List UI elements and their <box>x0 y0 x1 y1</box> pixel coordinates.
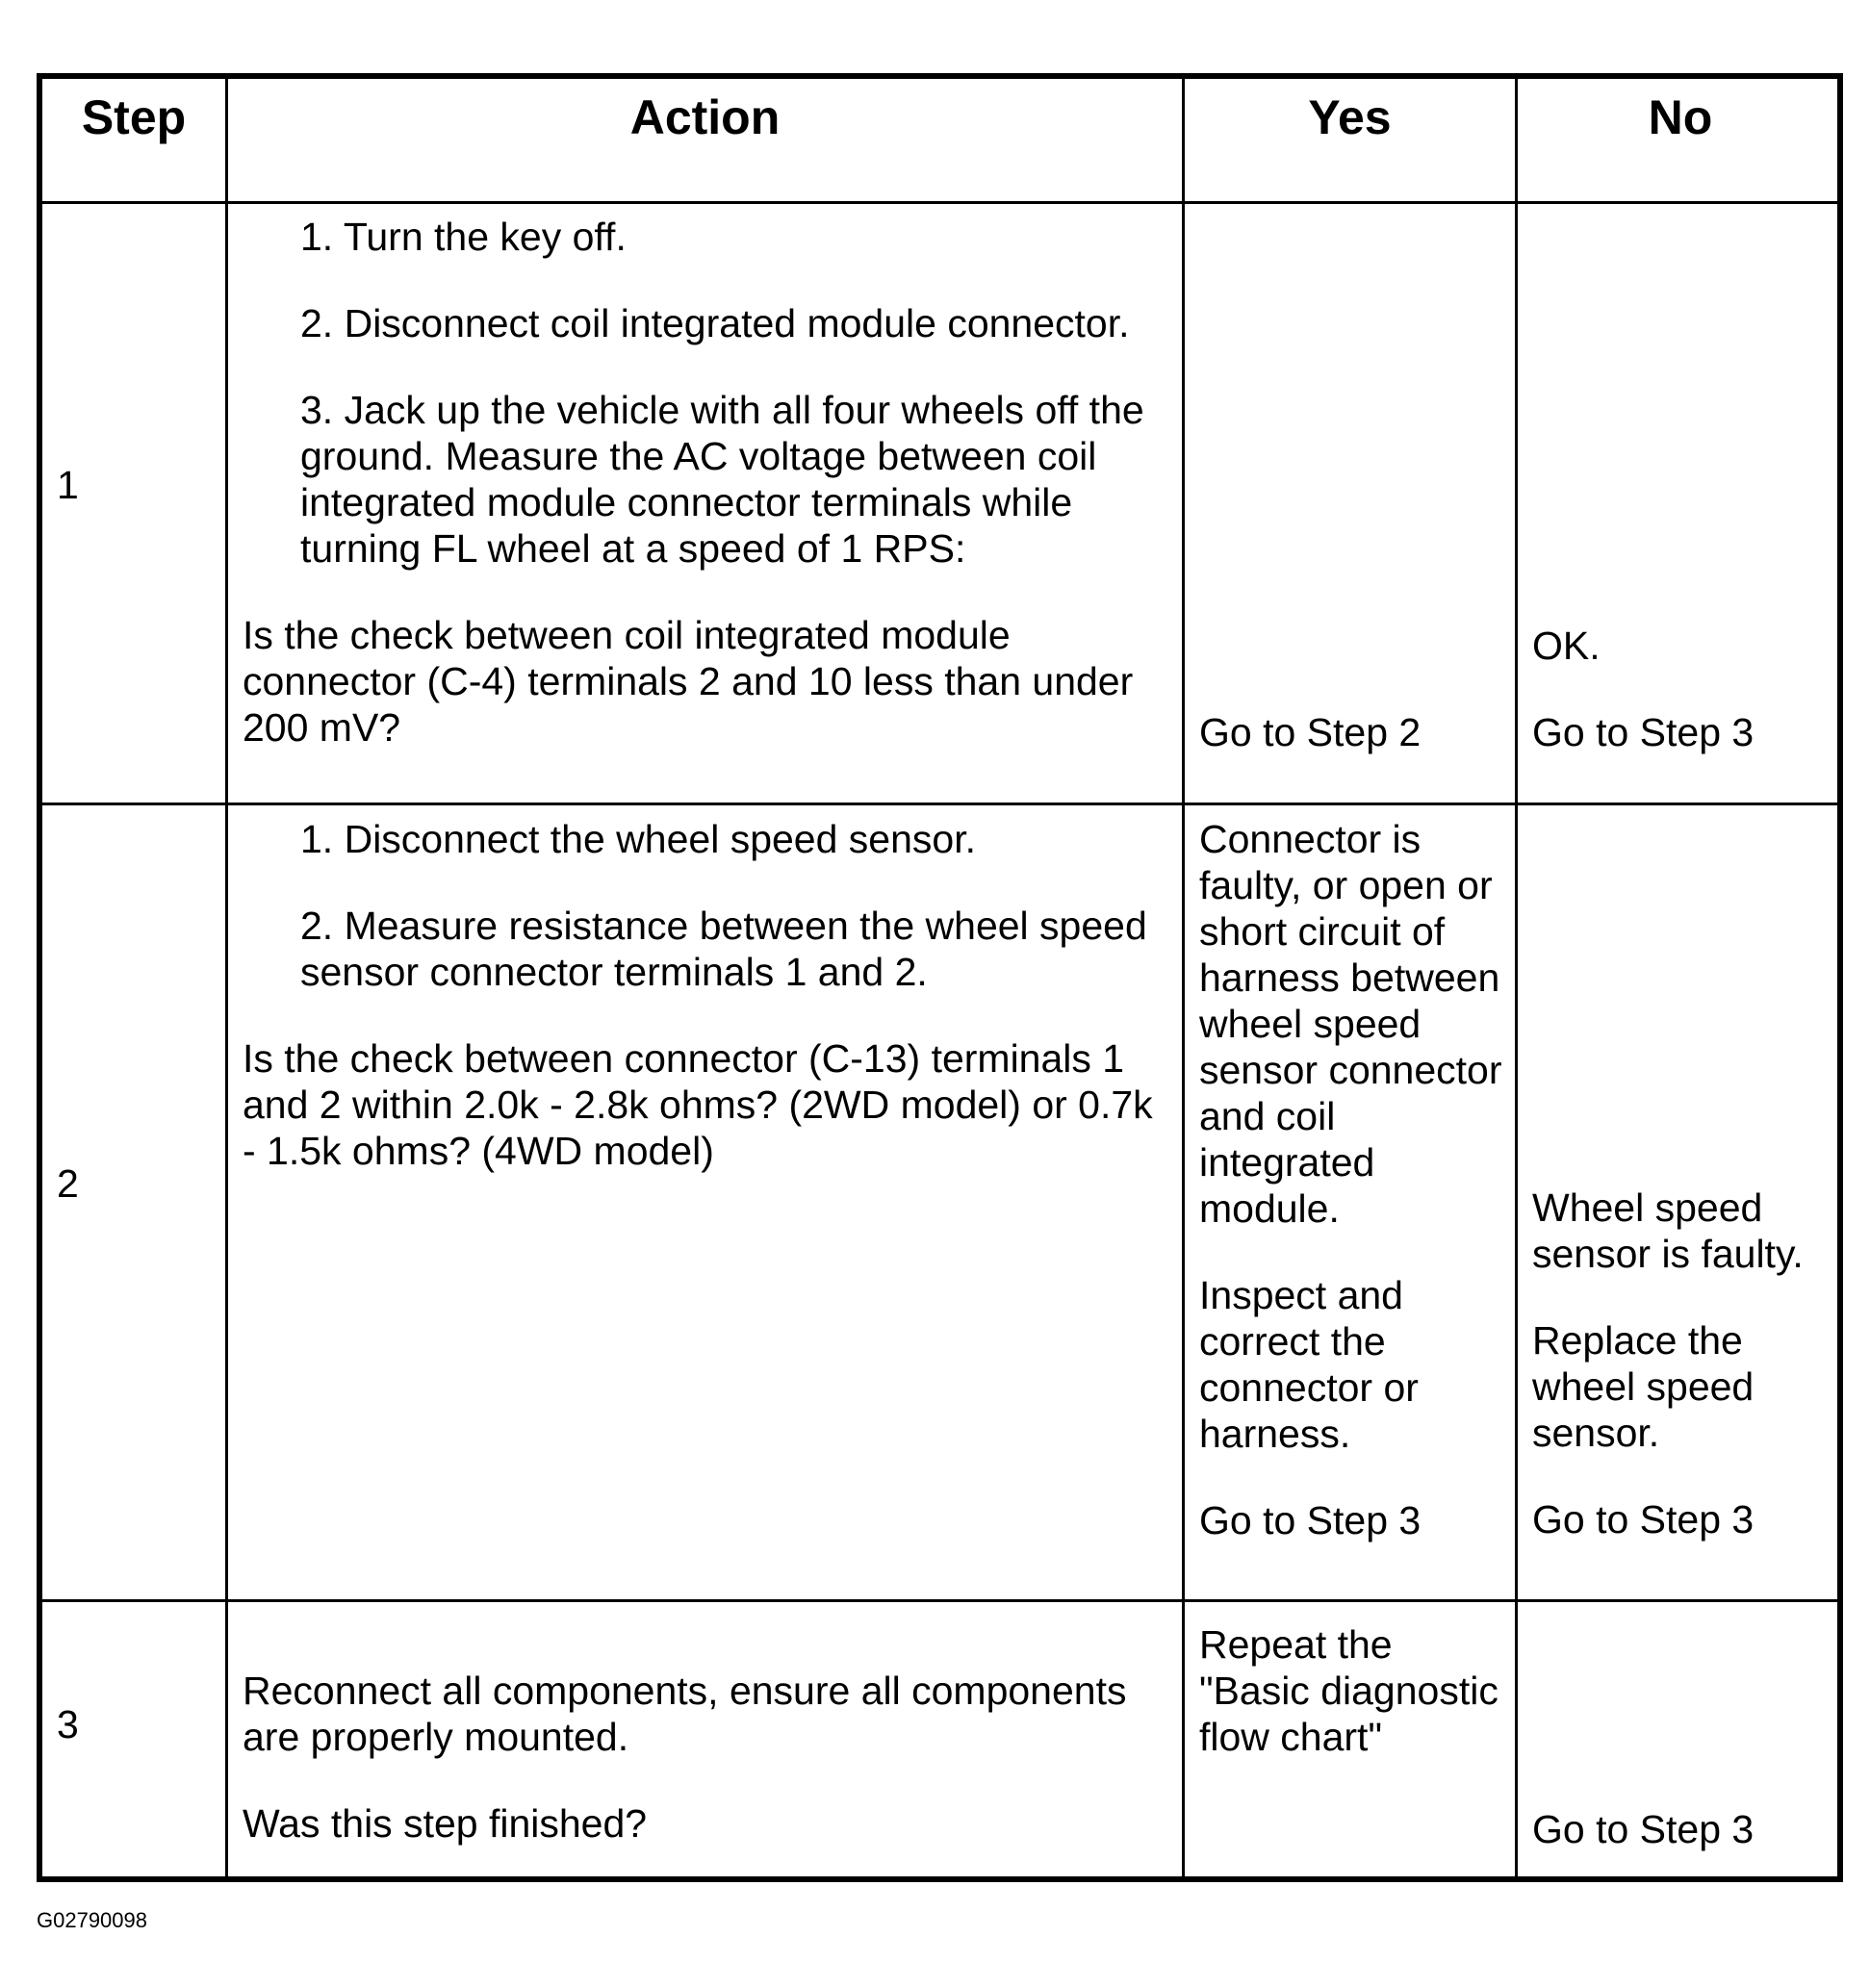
row-2-question: Is the check between connector (C-13) terminals 1 and 2 within 2.0k - 2.8k ohms? (2WD model) or 0.7k - 1.5k ohms? (4WD model) <box>243 1036 1153 1173</box>
row-1-question: Is the check between coil integrated module connector (C-4) terminals 2 and 10 less than under 200 mV? <box>243 613 1134 750</box>
row-2-yes-diagnosis: Connector is faulty, or open or short circuit of harness between wheel speed sensor connector and coil integrated module. <box>1199 817 1502 1231</box>
row-2-no-goto: Go to Step 3 <box>1532 1497 1755 1542</box>
row-1-no-ok: OK. <box>1532 624 1601 668</box>
row-divider-2 <box>42 1599 1837 1602</box>
diagnostic-table <box>37 73 1843 1882</box>
row-2-step: 2 <box>57 1161 79 1206</box>
row-3-question: Was this step finished? <box>243 1801 648 1846</box>
row-3-yes: Repeat the "Basic diagnostic flow chart" <box>1199 1622 1499 1759</box>
row-1-no <box>1532 623 1840 755</box>
row-1-action-step-1: 1. Turn the key off. <box>300 215 627 259</box>
header-no: No <box>1648 90 1713 144</box>
col-divider-yes <box>1515 79 1518 1876</box>
row-3-no: Go to Step 3 <box>1532 1807 1755 1851</box>
row-2-no-diagnosis: Wheel speed sensor is faulty. <box>1532 1185 1804 1276</box>
row-divider-header <box>42 201 1837 204</box>
row-2-yes-remedy: Inspect and correct the connector or harness. <box>1199 1273 1419 1456</box>
row-divider-1 <box>42 803 1837 805</box>
row-2-action-step-2: 2. Measure resistance between the wheel speed sensor connector terminals 1 and 2. <box>300 904 1147 994</box>
col-divider-step <box>225 79 228 1876</box>
row-2-yes-goto: Go to Step 3 <box>1199 1498 1422 1542</box>
row-2-no <box>1532 1185 1840 1542</box>
row-1-no-goto: Go to Step 3 <box>1532 710 1755 754</box>
row-2-yes <box>1199 816 1512 1543</box>
row-1-yes: Go to Step 2 <box>1199 710 1422 754</box>
row-1-action-step-3: 3. Jack up the vehicle with all four wheels off the ground. Measure the AC voltage between coil integrated module connector terminals while turning FL wheel at a speed of 1 RPS: <box>300 388 1144 571</box>
row-3-step: 3 <box>57 1702 79 1746</box>
figure-id: G02790098 <box>37 1908 147 1932</box>
col-divider-action <box>1182 79 1185 1876</box>
row-1-action-step-2: 2. Disconnect coil integrated module connector. <box>300 301 1130 345</box>
header-action: Action <box>629 90 781 144</box>
row-2-no-remedy: Replace the wheel speed sensor. <box>1532 1318 1755 1455</box>
row-3-action <box>243 1668 1166 1847</box>
row-2-action-step-1: 1. Disconnect the wheel speed sensor. <box>300 817 976 861</box>
row-1-step: 1 <box>57 463 79 507</box>
row-2-action <box>243 816 1166 1174</box>
row-3-action-text: Reconnect all components, ensure all components are properly mounted. <box>243 1669 1127 1759</box>
header-step: Step <box>81 90 187 144</box>
header-yes: Yes <box>1308 90 1392 144</box>
row-1-action <box>243 214 1166 751</box>
